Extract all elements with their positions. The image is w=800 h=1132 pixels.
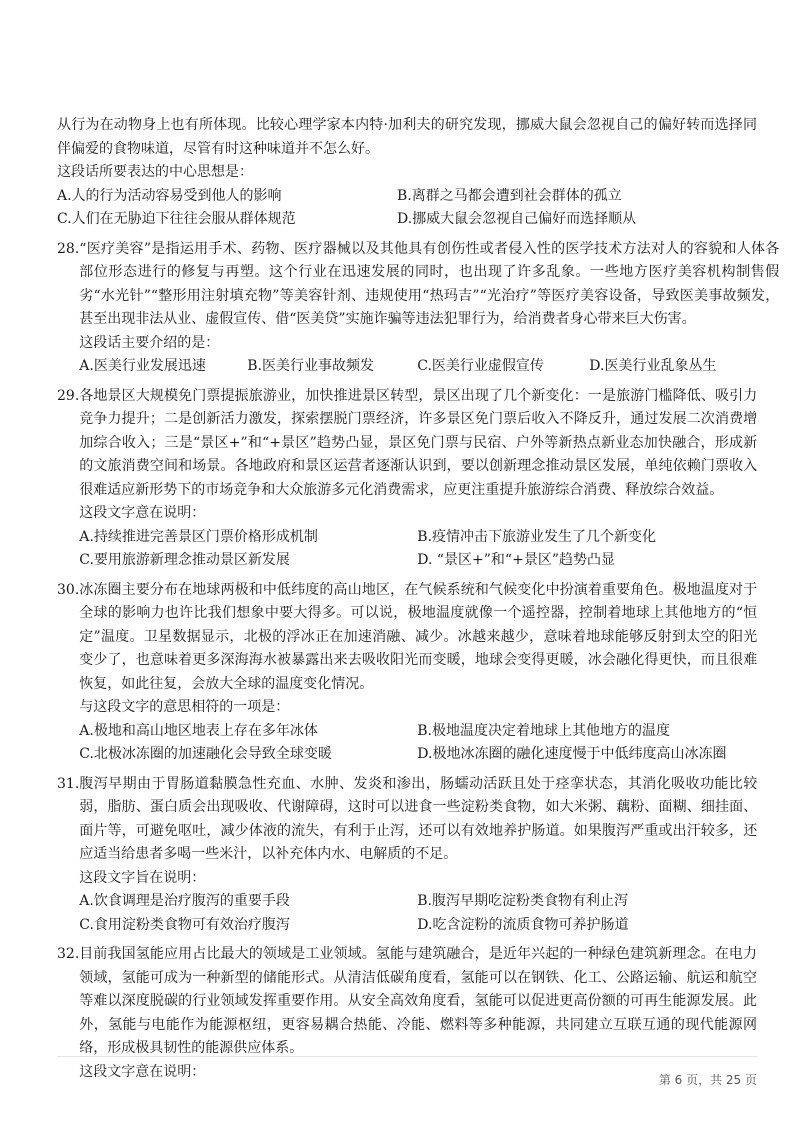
option-d: D.极地冰冻圈的融化速度慢于中低纬度高山冰冻圈 [417,746,727,762]
question-27-prompt: 这段话所要表达的中心思想是： [57,164,253,180]
question-28-prompt: 这段话主要介绍的是： [79,334,220,351]
option-b: B.离群之马都会遭到社会群体的孤立 [397,187,622,204]
question-29-prompt: 这段文字意在说明： [79,505,206,521]
question-number: 31. [57,775,80,792]
question-number: 28. [57,240,80,257]
option-d: D.医美行业乱象丛生 [589,358,717,374]
option-a: A.人的行为活动容易受到他人的影响 [57,187,282,204]
option-b: B.极地温度决定着地球上其他地方的温度 [417,722,671,739]
question-29 [57,385,757,573]
option-c: C.要用旅游新理念推动景区新发展 [79,552,290,568]
option-c: C.食用淀粉类食物可有效治疗腹泻 [79,916,290,933]
question-27-options [57,185,757,232]
option-a: A.极地和高山地区地表上存在多年冰体 [79,722,318,739]
option-b: B.腹泻早期吃淀粉类食物有利止泻 [417,893,629,909]
question-32-prompt: 这段文字意在说明： [79,1063,206,1080]
question-31-text: 腹泻早期由于胃肠道黏膜急性充血、水肿、发炎和渗出，肠蠕动活跃且处于痉挛状态，其消化吸收功能比较弱，脂肪、蛋白质会出现吸收、代谢障碍，这时可以进食一些淀粉类食物，如大米粥、藕粉、面糊、细挂面、面片等，可避免呕吐，减少体液的流失，有利于止泻，还可以有效地养护肠道。如果腹泻严重或出汗较多，还应适当给患者多喝一些米汁，以补充体内水、电解质的不足。 [79,775,758,862]
question-29-options [79,526,757,573]
option-d: D.吃含淀粉的流质食物可养护肠道 [417,916,629,933]
question-31-prompt: 这段文字旨在说明： [79,869,206,886]
question-30-prompt: 与这段文字的意思相符的一项是： [79,699,290,715]
question-31-options [79,890,757,937]
question-31 [57,773,757,938]
option-d: D. “景区+”和“+景区”趋势凸显 [417,552,615,568]
question-28 [57,238,780,379]
question-number: 32. [57,946,80,962]
option-b: B.疫情冲击下旅游业发生了几个新变化 [417,528,657,545]
question-28-text: “医疗美容”是指运用手术、药物、医疗器械以及其他具有创伤性或者侵入性的医学技术方法对人的容貌和人体各部位形态进行的修复与再塑。这个行业在迅速发展的同时，也出现了许多乱象。一些地方医疗美容机构制售假劣“水光针”“整形用注射填充物”等美容针剂、违规使用“热玛吉”“光治疗”等医疗美容设备，导致医美事故频发，甚至出现非法从业、虚假宣传、借“医美贷”实施诈骗等违法犯罪行为，给消费者身心带来巨大伤害。 [79,240,780,327]
option-c: C.医美行业虚假宣传 [417,358,544,374]
option-c: C.北极冰冻圈的加速融化会导致全球变暖 [79,746,332,762]
option-a: A.医美行业发展迅速 [79,358,206,374]
exam-page [57,114,780,1090]
question-27-text: 从行为在动物身上也有所体现。比较心理学家本内特·加利夫的研究发现，挪威大鼠会忽视自己的偏好转而选择同伴偏爱的食物味道，尽管有时这种味道并不怎么好。 [57,117,757,157]
question-27 [57,114,757,232]
page-number: 第 6 页，共 25 页 [658,1073,757,1087]
option-a: A.持续推进完善景区门票价格形成机制 [79,528,318,545]
option-a: A.饮食调理是治疗腹泻的重要手段 [79,893,290,909]
question-32 [57,943,757,1084]
question-30-options [79,720,757,767]
question-32-text: 目前我国氢能应用占比最大的领域是工业领域。氢能与建筑融合，是近年兴起的一种绿色建筑新理念。在电力领域，氢能可成为一种新型的储能形式。从清洁低碳角度看，氢能可以在钢铁、化工、公路运输、航运和航空等难以深度脱碳的行业领域发挥重要作用。从安全高效角度看，氢能可以促进更高份额的可再生能源发展。此外，氢能与电能作为能源枢纽，更容易耦合热能、冷能、燃料等多种能源，共同建立互联互通的现代能源网络，形成极具韧性的能源供应体系。 [79,946,757,1056]
option-b: B.医美行业事故频发 [247,358,375,374]
question-30-text: 冰冻圈主要分布在地球两极和中低纬度的高山地区，在气候系统和气候变化中扮演着重要角色。极地温度对于全球的影响力也许比我们想象中要大得多。可以说，极地温度就像一个遥控器，控制着地球上其他地方的“恒定”温度。卫星数据显示，北极的浮冰正在加速消融、减少。冰越来越少，意味着地球能够反射到太空的阳光变少了，也意味着更多深海海水被暴露出来去吸收阳光而变暖，地球会变得更暖，冰会融化得更快，而且很难恢复，如此往复，会放大全球的温度变化情况。 [79,581,758,692]
question-number: 29. [57,387,80,404]
question-30 [57,579,757,767]
option-d: D.挪威大鼠会忽视自己偏好而选择顺从 [397,211,637,227]
option-c: C.人们在无胁迫下往往会服从群体规范 [57,211,296,227]
question-28-options [79,355,779,379]
question-number: 30. [57,581,80,598]
question-29-text: 各地景区大规模免门票提振旅游业，加快推进景区转型，景区出现了几个新变化：一是旅游门槛降低、吸引力竞争力提升；二是创新活力激发，探索摆脱门票经济，许多景区免门票后收入不降反升，通过发展二次消费增加综合收入；三是“景区+”和“+景区”趋势凸显，景区免门票与民宿、户外等新热点新业态加快融合，形成新的文旅消费空间和场景。各地政府和景区运营者逐渐认识到，要以创新理念推动景区发展，单纯依赖门票收入很难适应新形势下的市场竞争和大众旅游多元化消费需求，应更注重提升旅游综合消费、释放综合效益。 [79,387,758,498]
